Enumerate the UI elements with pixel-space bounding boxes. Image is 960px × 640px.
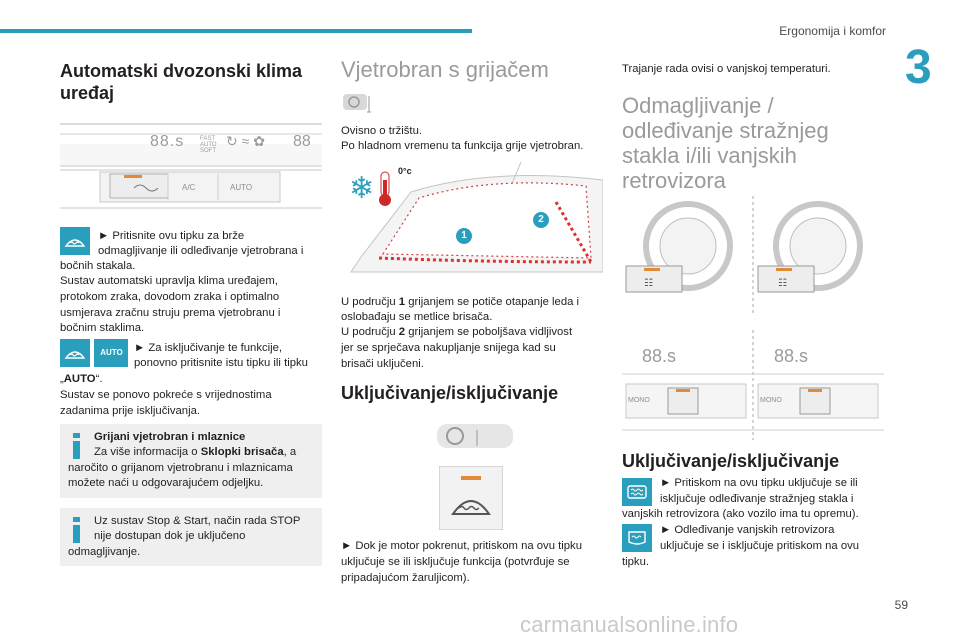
auto-keyword: AUTO	[63, 373, 96, 385]
instruction-off-line1: ► Za isključivanje te funkcije,	[134, 342, 283, 354]
instruction-defrost-line3: bočnih stakala.	[60, 260, 136, 272]
note-heated-windshield	[60, 424, 322, 498]
svg-text:❄: ❄	[349, 171, 375, 206]
climate-desc-3: usmjerava zračnu struju prema vjetrobranu i	[60, 307, 281, 319]
rear-window-defrost-icon	[622, 478, 652, 506]
mono-label-left: MONO	[628, 397, 650, 404]
rear-defrost-title-1: Odmagljivanje /	[622, 93, 774, 118]
rear-instr2-line1: ► Odleđivanje vanjskih retrovizora	[660, 524, 835, 536]
display-left: 88.s	[642, 346, 677, 366]
rear-instr1-line1: ► Pritiskom na ovu tipku uključuje se ili	[660, 477, 858, 489]
section-title: Ergonomija i komfor	[779, 24, 886, 38]
climate-title: Automatski dvozonski klima uređaj	[60, 61, 303, 103]
rear-instr2-line3: tipku.	[622, 556, 650, 568]
steering-wheel-market-icon	[343, 92, 373, 116]
climate-desc-4: bočnim staklima.	[60, 322, 145, 334]
rear-instr1-line3: vanjskih retrovizora (ako vozilo ima tu opremu).	[622, 508, 859, 520]
zone-1-marker: 1	[456, 228, 472, 244]
note-stop-line2: nije dostupan dok je uključeno	[94, 530, 246, 543]
note-heated-line3: možete naći u odgovarajućem odjeljku.	[68, 477, 264, 490]
rear-instr1-line2: isključuje odleđivanje stražnjeg stakla i	[660, 493, 854, 505]
note-heated-link: Sklopki brisača	[200, 446, 284, 459]
windshield-defrost-icon	[60, 227, 90, 255]
mirror-defrost-icon-box	[622, 524, 652, 552]
panel-auto-button-label: AUTO	[230, 183, 253, 192]
panel-temp-display-left: 88.s	[150, 133, 185, 150]
heated-onoff-text-3: pripadajućom žaruljicom).	[341, 572, 470, 584]
heated-onoff-text-1: ► Dok je motor pokrenut, pritiskom na ovu tipku	[341, 540, 582, 552]
climate-panel-illustration	[60, 120, 322, 215]
panel-soft-label: SOFT	[200, 148, 216, 154]
quote-close: “.	[95, 373, 103, 385]
quote-open: „	[60, 373, 64, 385]
market-note: Ovisno o tržištu.	[341, 125, 422, 137]
note-heated-line1	[94, 445, 314, 460]
info-icon	[70, 517, 84, 543]
rear-instr2-line2: uključuje se i isključuje pritiskom na ovu	[660, 540, 860, 552]
zone2-text-1	[341, 325, 603, 340]
watermark: carmanualsonline.info	[520, 612, 739, 637]
rear-defrost-title-2: odleđivanje stražnjeg	[622, 118, 829, 143]
zone1-prefix: U području	[341, 296, 399, 308]
zone2-prefix: U području	[341, 326, 399, 338]
mirror-defrost-icon	[622, 524, 652, 552]
note-heated-text-a: Za više informacija o	[94, 446, 201, 459]
mono-label-right: MONO	[760, 397, 782, 404]
panel-ac-button-label: A/C	[182, 183, 196, 192]
page-number: 59	[894, 598, 908, 612]
note-stop-line3: odmagljivanje.	[68, 545, 141, 558]
zone1-number: 1	[398, 296, 406, 308]
climate-desc-2: protokom zraka, dovodom zraka i optimalno	[60, 291, 280, 303]
rear-defrost-title-4: retrovizora	[622, 168, 726, 193]
instruction-off-line3	[60, 372, 322, 387]
instruction-defrost-line1: ► Pritisnite ovu tipku za brže	[98, 230, 245, 242]
header-accent-bar	[0, 29, 472, 33]
defrost-auto-icon-box	[60, 339, 128, 367]
note-stop-line1: Uz sustav Stop & Start, način rada STOP	[94, 515, 301, 527]
chapter-number: 3	[905, 41, 932, 94]
panel-mode-icons: ↻ ≈ ✿	[226, 133, 265, 149]
instruction-defrost-line2: odmagljivanje ili odleđivanje vjetrobrana i	[98, 245, 304, 257]
duration-text: Trajanje rada ovisi o vanjskoj temperaturi.	[622, 63, 831, 75]
panel-auto-small-label: AUTO	[200, 142, 217, 148]
instruction-off-line2: ponovno pritisnite istu tipku ili tipku	[134, 357, 308, 369]
auto-button-icon: AUTO	[94, 339, 128, 367]
heated-windshield-illustration	[341, 162, 603, 280]
windshield-defrost-icon	[60, 339, 90, 367]
restart-text-2: zadanima prije isključivanja.	[60, 405, 201, 417]
panel-fast-auto-soft	[200, 136, 217, 154]
heated-windshield-title: Vjetrobran s grijačem	[341, 57, 549, 82]
display-right: 88.s	[774, 346, 809, 366]
restart-text-1: Sustav se ponovo pokreće s vrijednostima	[60, 389, 272, 401]
rear-defrost-panel-illustration-top	[622, 196, 884, 314]
rear-window-defrost-icon-box	[622, 478, 652, 506]
zone2-text-2: jer se sprječava nakupljanje snijega kad su	[341, 342, 556, 354]
panel-fast-label: FAST	[200, 136, 216, 142]
heated-onoff-title: Uključivanje/isključivanje	[341, 383, 559, 403]
cold-weather-text: Po hladnom vremenu ta funkcija grije vjetrobran.	[341, 140, 584, 152]
note-heated-text-c: , a	[283, 446, 297, 459]
zone2-number: 2	[398, 326, 406, 338]
climate-desc-1: Sustav automatski upravlja klima uređajem,	[60, 275, 278, 287]
windshield-defrost-icon-box	[60, 227, 90, 255]
heated-onoff-text-2: uključuje se ili isključuje funkcija (potvrđuje se	[341, 556, 570, 568]
zone1-suffix: grijanjem se potiče otapanje leda i	[405, 296, 580, 308]
note-heated-line2: naročito o grijanom vjetrobranu i mlaznicama	[68, 461, 293, 474]
zone2-text-3: brisači uključeni.	[341, 358, 424, 370]
panel-temp-display-right: 88	[293, 133, 311, 150]
rear-defrost-title-3: stakla i/ili vanjskih	[622, 143, 797, 168]
info-icon	[70, 433, 84, 459]
svg-text:☷: ☷	[778, 278, 787, 289]
note-heated-title: Grijani vjetrobran i mlaznice	[94, 431, 246, 443]
rear-onoff-title: Uključivanje/isključivanje	[622, 451, 840, 471]
zone2-suffix: grijanjem se poboljšava vidljivost	[405, 326, 573, 338]
heated-windshield-button-illustration	[439, 466, 503, 530]
zone1-text-2: oslobađaju se metlice brisača.	[341, 311, 493, 323]
zone1-text-1	[341, 295, 603, 310]
svg-text:☷: ☷	[644, 278, 653, 289]
temperature-label: 0°c	[398, 166, 412, 176]
note-stop-start	[60, 508, 322, 566]
steering-wheel-panel-icon	[437, 420, 517, 452]
zone-2-marker: 2	[533, 212, 549, 228]
